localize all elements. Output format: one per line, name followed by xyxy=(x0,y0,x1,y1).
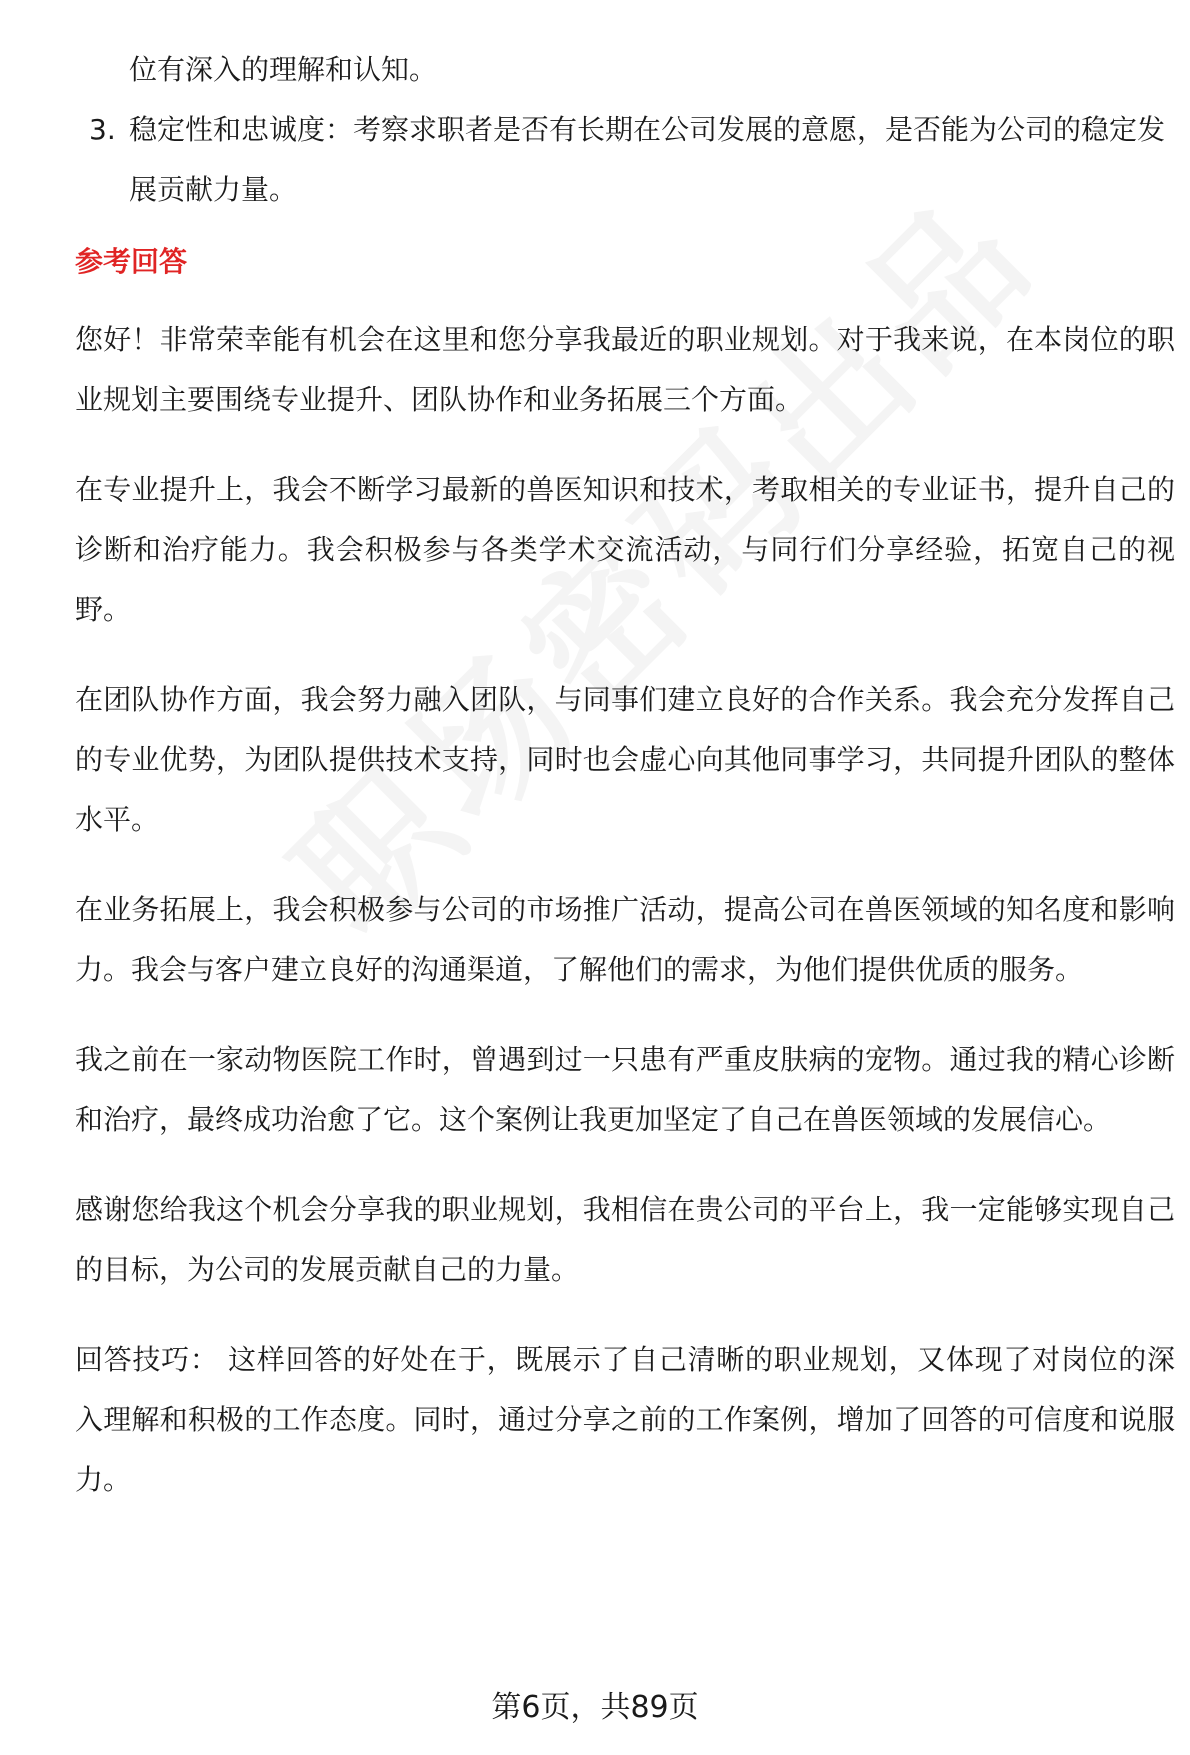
list-item xyxy=(75,100,1175,220)
paragraph: 在业务拓展上，我会积极参与公司的市场推广活动，提高公司在兽医领域的知名度和影响力。我会与客户建立良好的沟通渠道，了解他们的需求，为他们提供优质的服务。 xyxy=(75,893,1175,986)
paragraph: 我之前在一家动物医院工作时，曾遇到过一只患有严重皮肤病的宠物。通过我的精心诊断和治疗，最终成功治愈了它。这个案例让我更加坚定了自己在兽医领域的发展信心。 xyxy=(75,1043,1175,1136)
paragraph: 在专业提升上，我会不断学习最新的兽医知识和技术，考取相关的专业证书，提升自己的诊断和治疗能力。我会积极参与各类学术交流活动，与同行们分享经验，拓宽自己的视野。 xyxy=(75,473,1175,626)
page-footer: 第6页，共89页 xyxy=(491,1690,699,1725)
page-content xyxy=(75,40,1175,1510)
paragraph: 您好！非常荣幸能有机会在这里和您分享我最近的职业规划。对于我来说，在本岗位的职业规划主要围绕专业提升、团队协作和业务拓展三个方面。 xyxy=(75,323,1175,416)
paragraph: 在团队协作方面，我会努力融入团队，与同事们建立良好的合作关系。我会充分发挥自己的专业优势，为团队提供技术支持，同时也会虚心向其他同事学习，共同提升团队的整体水平。 xyxy=(75,683,1175,836)
list-continuation: 位有深入的理解和认知。 xyxy=(129,53,438,86)
section-title: 参考回答 xyxy=(75,245,188,278)
list-text: 稳定性和忠诚度：考察求职者是否有长期在公司发展的意愿，是否能为公司的稳定发展贡献力量。 xyxy=(129,113,1166,206)
list-number: 3. xyxy=(89,113,116,146)
paragraph: 感谢您给我这个机会分享我的职业规划，我相信在贵公司的平台上，我一定能够实现自己的目标，为公司的发展贡献自己的力量。 xyxy=(75,1193,1175,1286)
answer-tips: 回答技巧： 这样回答的好处在于，既展示了自己清晰的职业规划，又体现了对岗位的深入理解和积极的工作态度。同时，通过分享之前的工作案例，增加了回答的可信度和说服力。 xyxy=(75,1343,1175,1496)
